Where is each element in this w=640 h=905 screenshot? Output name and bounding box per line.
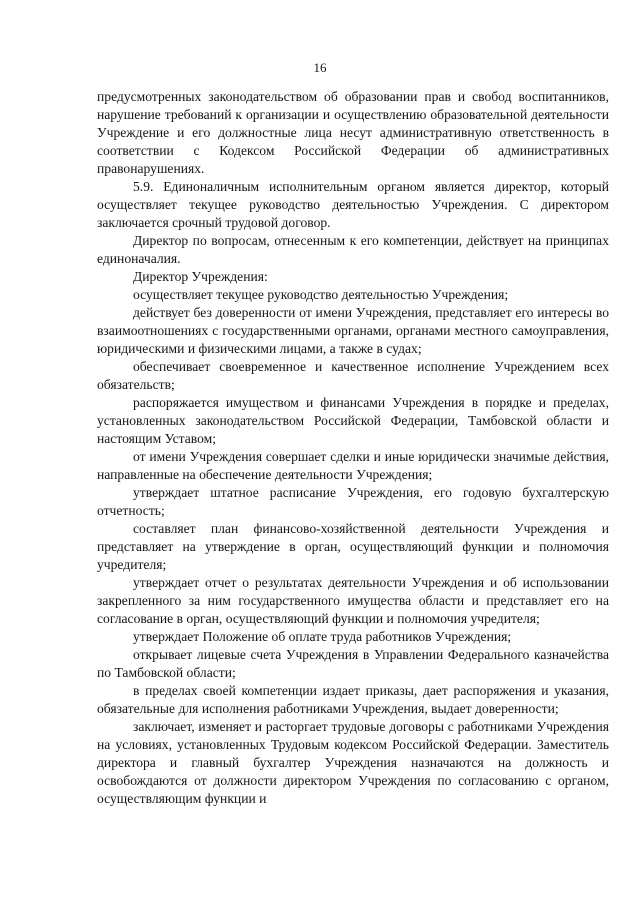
paragraph: 5.9. Единоналичным исполнительным органом является директор, который осуществляет текущее руководство деятельностью Учреждения. С директором заключается срочный трудовой договор. — [97, 179, 609, 230]
paragraph: утверждает штатное расписание Учреждения, его годовую бухгалтерскую отчетность; — [97, 485, 609, 518]
page-number: 16 — [313, 60, 327, 75]
paragraph: действует без доверенности от имени Учреждения, представляет его интересы во взаимоотношениях с государственными органами, органами местного самоуправления, юридическими и физическими лицами, а также в судах; — [97, 305, 609, 356]
paragraph: составляет план финансово-хозяйственной деятельности Учреждения и представляет на утверждение в орган, осуществляющий функции и полномочия учредителя; — [97, 521, 609, 572]
paragraph: осуществляет текущее руководство деятельностью Учреждения; — [133, 287, 509, 302]
document-body — [97, 88, 609, 808]
paragraph: предусмотренных законодательством об образовании прав и свобод воспитанников, нарушение требований к организации и осуществлению образовательной деятельности Учреждение и его должностные лица несут административную ответственность в соответствии с Кодексом Российской Федерации об административных правонарушениях. — [97, 89, 609, 176]
paragraph: от имени Учреждения совершает сделки и иные юридически значимые действия, направленные на обеспечение деятельности Учреждения; — [97, 449, 609, 482]
paragraph: Директор по вопросам, отнесенным к его компетенции, действует на принципах единоначалия. — [97, 233, 609, 266]
paragraph: в пределах своей компетенции издает приказы, дает распоряжения и указания, обязательные для исполнения работниками Учреждения, выдает доверенности; — [97, 683, 609, 716]
paragraph: обеспечивает своевременное и качественное исполнение Учреждением всех обязательств; — [97, 359, 609, 392]
paragraph: утверждает Положение об оплате труда работников Учреждения; — [133, 629, 512, 644]
paragraph: открывает лицевые счета Учреждения в Управлении Федерального казначейства по Тамбовской области; — [97, 647, 609, 680]
paragraph: Директор Учреждения: — [133, 269, 268, 284]
paragraph: заключает, изменяет и расторгает трудовые договоры с работниками Учреждения на условиях, установленных Трудовым кодексом Российской Федерации. Заместитель директора и главный бухгалтер Учреждения назначаются на должность и освобождаются от должности директором Учреждения по согласованию с органом, осуществляющим функции и — [97, 719, 609, 806]
paragraph: утверждает отчет о результатах деятельности Учреждения и об использовании закрепленного за ним государственного имущества области и представляет его на согласование в орган, осуществляющий функции и полномочия учредителя; — [97, 575, 609, 626]
paragraph: распоряжается имуществом и финансами Учреждения в порядке и пределах, установленных законодательством Российской Федерации, Тамбовской области и настоящим Уставом; — [97, 395, 609, 446]
